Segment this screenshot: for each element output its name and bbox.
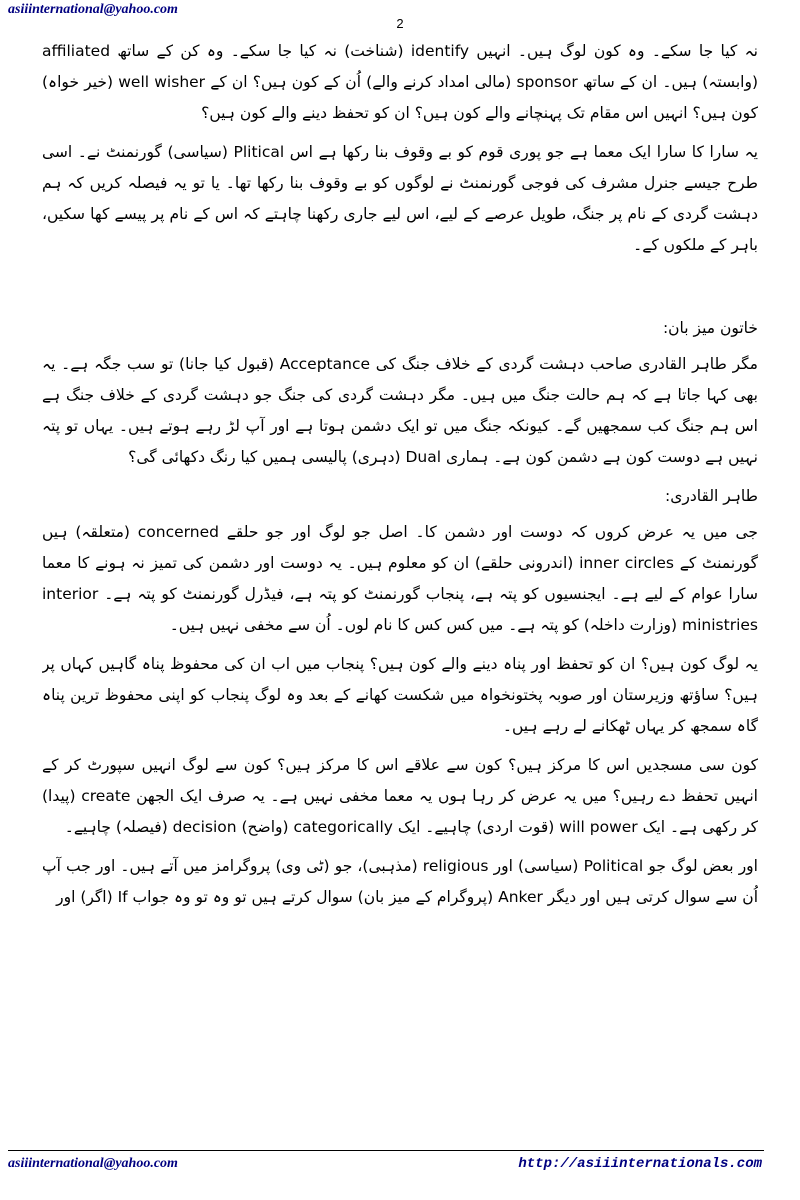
paragraph-3: مگر طاہر القادری صاحب دہشت گردی کے خلاف جنگ کی Acceptance (قبول کیا جانا) تو سب جگہ ہے۔ یہ بھی کہا جاتا ہے کہ ہم حالت جنگ میں ہیں۔ مگر دہشت گردی کی جنگ جو دہشت گردی کے خلاف جنگ ہے اس ہم جنگ کب سمجھیں گے۔ کیونکہ جنگ میں تو ایک دشمن ہوتا ہے اور آپ لڑ رہے ہوتے ہیں۔ یہاں تو پتہ نہیں ہے دوست کون ہے دشمن کون ہے۔ ہماری Dual (دہری) پالیسی ہمیں کیا رنگ دکھائی گی؟: [42, 355, 758, 466]
speaker-label-qadri: طاہر القادری:: [665, 487, 758, 505]
paragraph-2: یہ سارا کا سارا ایک معما ہے جو پوری قوم کو بے وقوف بنا رکھا ہے اس Plitical (سیاسی) گورنمنٹ نے۔ اسی طرح جیسے جنرل مشرف کی فوجی گورنمنٹ نے لوگوں کو بے وقوف بنا رکھا تھا۔ یا تو یہ فیصلہ کریں کہ ہم دہشت گردی کے نام پر جنگ، طویل عرصے کے لیے، اس لیے جاری رکھنا چاہتے کہ اس کے نام پر پیسے کھا سکیں، باہر کے ملکوں کے۔: [42, 143, 758, 254]
paragraph-7: اور بعض لوگ جو Political (سیاسی) اور religious (مذہبی)، جو (ٹی وی) پروگرامز میں آتے ہیں۔ اور جب آپ اُن سے سوال کرتی ہیں اور دیگر Anker (پروگرام کے میز بان) سوال کرتے ہیں تو وہ تو وہ جواب If (اگر) اور: [42, 857, 758, 906]
paragraph-5: یہ لوگ کون ہیں؟ ان کو تحفظ اور پناہ دینے والے کون ہیں؟ پنجاب میں اب ان کی محفوظ پناہ گاہیں کہاں پر ہیں؟ ساؤتھ وزیرستان اور صوبہ پختونخواہ میں شکست کھانے کے بعد وہ لوگ پنجاب کو اپنی محفوظ ترین پناہ گاہ سمجھ کر یہاں ٹھکانے لے رہے ہیں۔: [42, 655, 758, 735]
footer-website-link[interactable]: http://asiiinternationals.com: [518, 1156, 762, 1172]
speaker-label-host: خاتون میز بان:: [662, 319, 758, 337]
header-email[interactable]: asiiinternational@yahoo.com: [8, 2, 178, 17]
footer-divider: [8, 1150, 764, 1151]
paragraph-4: جی میں یہ عرض کروں کہ دوست اور دشمن کا۔ اصل جو لوگ اور جو حلقے concerned (متعلقہ) ہیں گورنمنٹ کے inner circles (اندرونی حلقے) ان کو معلوم ہیں۔ یہ دوست اور دشمن کی تمیز نہ ہونے کا معما سارا عوام کے لیے ہے۔ ایجنسیوں کو پتہ ہے، پنجاب گورنمنٹ کو پتہ ہے، فیڈرل گورنمنٹ کو پتہ ہے۔ interior ministries (وزارت داخلہ) کو پتہ ہے۔ میں کس کس کا نام لوں۔ اُن سے مخفی نہیں ہیں۔: [42, 523, 758, 634]
page-number: 2: [396, 16, 404, 31]
paragraph-6: کون سی مسجدیں اس کا مرکز ہیں؟ کون سے علاقے اس کا مرکز ہیں؟ کون سے لوگ انہیں سپورٹ کر کے انہیں تحفظ دے رہیں؟ میں یہ عرض کر رہا ہوں یہ معما مخفی نہیں ہے۔ یہ صرف ایک الجھن create (پیدا) کر رکھی ہے۔ ایک will power (قوت اردی) چاہیے۔ ایک categorically (واضح) decision (فیصلہ) چاہیے۔: [42, 756, 758, 836]
document-body: [42, 36, 758, 1141]
footer-email[interactable]: asiiinternational@yahoo.com: [8, 1156, 178, 1171]
paragraph-1: نہ کیا جا سکے۔ وہ کون لوگ ہیں۔ انہیں identify (شناخت) نہ کیا جا سکے۔ وہ کن کے ساتھ affiliated (وابستہ) ہیں۔ ان کے ساتھ sponsor (مالی امداد کرنے والے) اُن کے کون ہیں؟ ان کے well wisher (خیر خواہ) کون ہیں؟ انہیں اس مقام تک پہنچانے والے کون ہیں؟ ان کو تحفظ دینے والے کون ہیں؟: [42, 42, 758, 122]
section-gap: [42, 269, 758, 313]
